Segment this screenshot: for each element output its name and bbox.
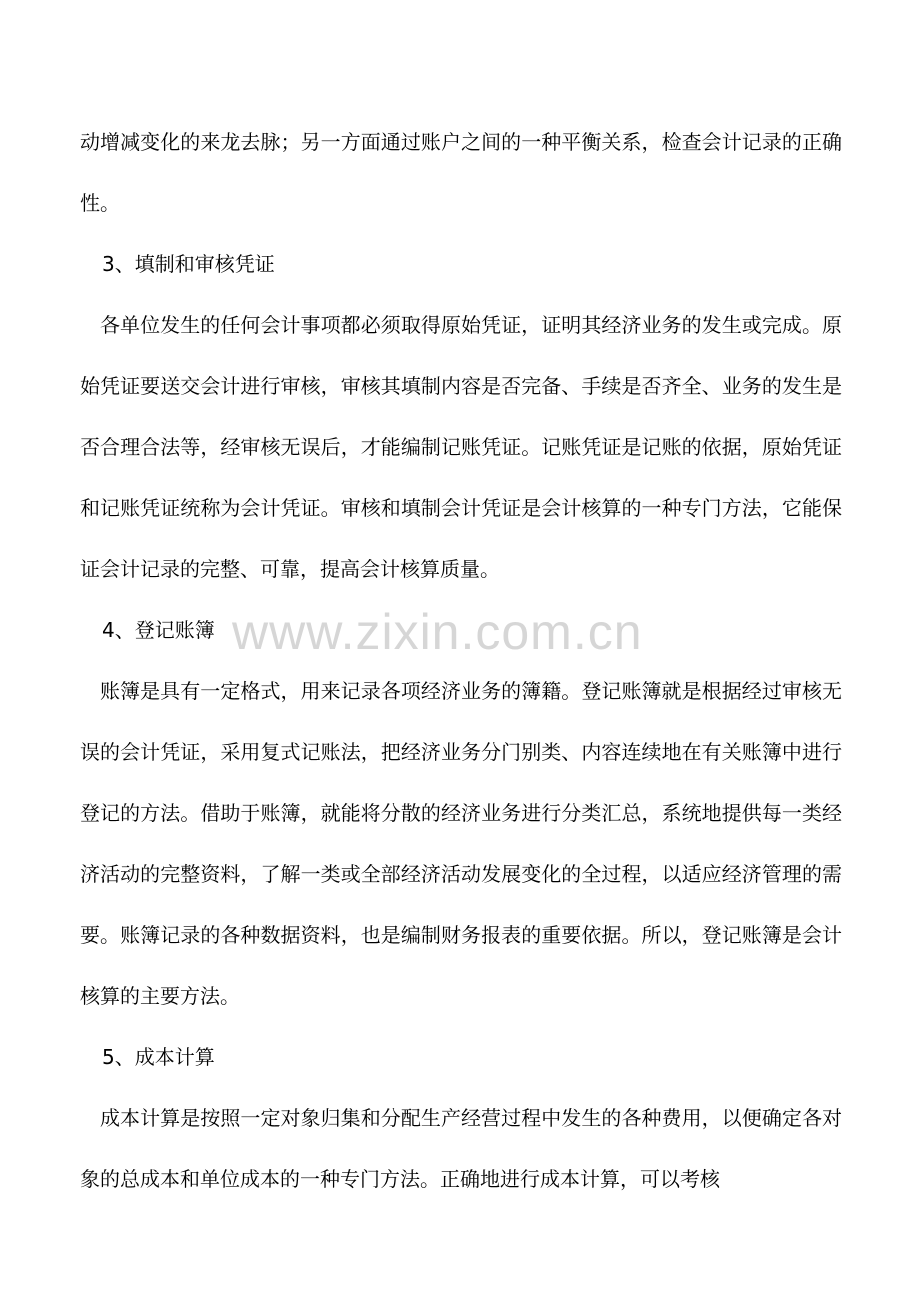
paragraph-vouchers: 各单位发生的任何会计事项都必须取得原始凭证，证明其经济业务的发生或完成。原始凭证要送交会计进行审核，审核其填制内容是否完备、手续是否齐全、业务的发生是否合理合法等，经审核无误后，才能编制记账凭证。记账凭证是记账的依据，原始凭证和记账凭证统称为会计凭证。审核和填制会计凭证是会计核算的一种专门方法，它能保证会计记录的完整、可靠，提高会计核算质量。 (80, 313, 842, 581)
paragraph-cost-calculation: 成本计算是按照一定对象归集和分配生产经营过程中发生的各种费用，以便确定各对象的总成本和单位成本的一种专门方法。正确地进行成本计算，可以考核 (80, 1106, 842, 1191)
section-heading-3: 3、填制和审核凭证 (102, 252, 275, 276)
section-heading-4: 4、登记账簿 (102, 618, 215, 642)
section-heading-5: 5、成本计算 (102, 1045, 215, 1069)
paragraph-ledgers: 账簿是具有一定格式，用来记录各项经济业务的簿籍。登记账簿就是根据经过审核无误的会计凭证，采用复式记账法，把经济业务分门别类、内容连续地在有关账簿中进行登记的方法。借助于账簿，就能将分散的经济业务进行分类汇总，系统地提供每一类经济活动的完整资料，了解一类或全部经济活动发展变化的全过程，以适应经济管理的需要。账簿记录的各种数据资料，也是编制财务报表的重要依据。所以，登记账簿是会计核算的主要方法。 (80, 679, 842, 1008)
watermark: www.zixin.com.cn (232, 604, 643, 660)
paragraph-continuation: 动增减变化的来龙去脉；另一方面通过账户之间的一种平衡关系，检查会计记录的正确性。 (80, 130, 842, 215)
document-body (80, 112, 842, 1210)
